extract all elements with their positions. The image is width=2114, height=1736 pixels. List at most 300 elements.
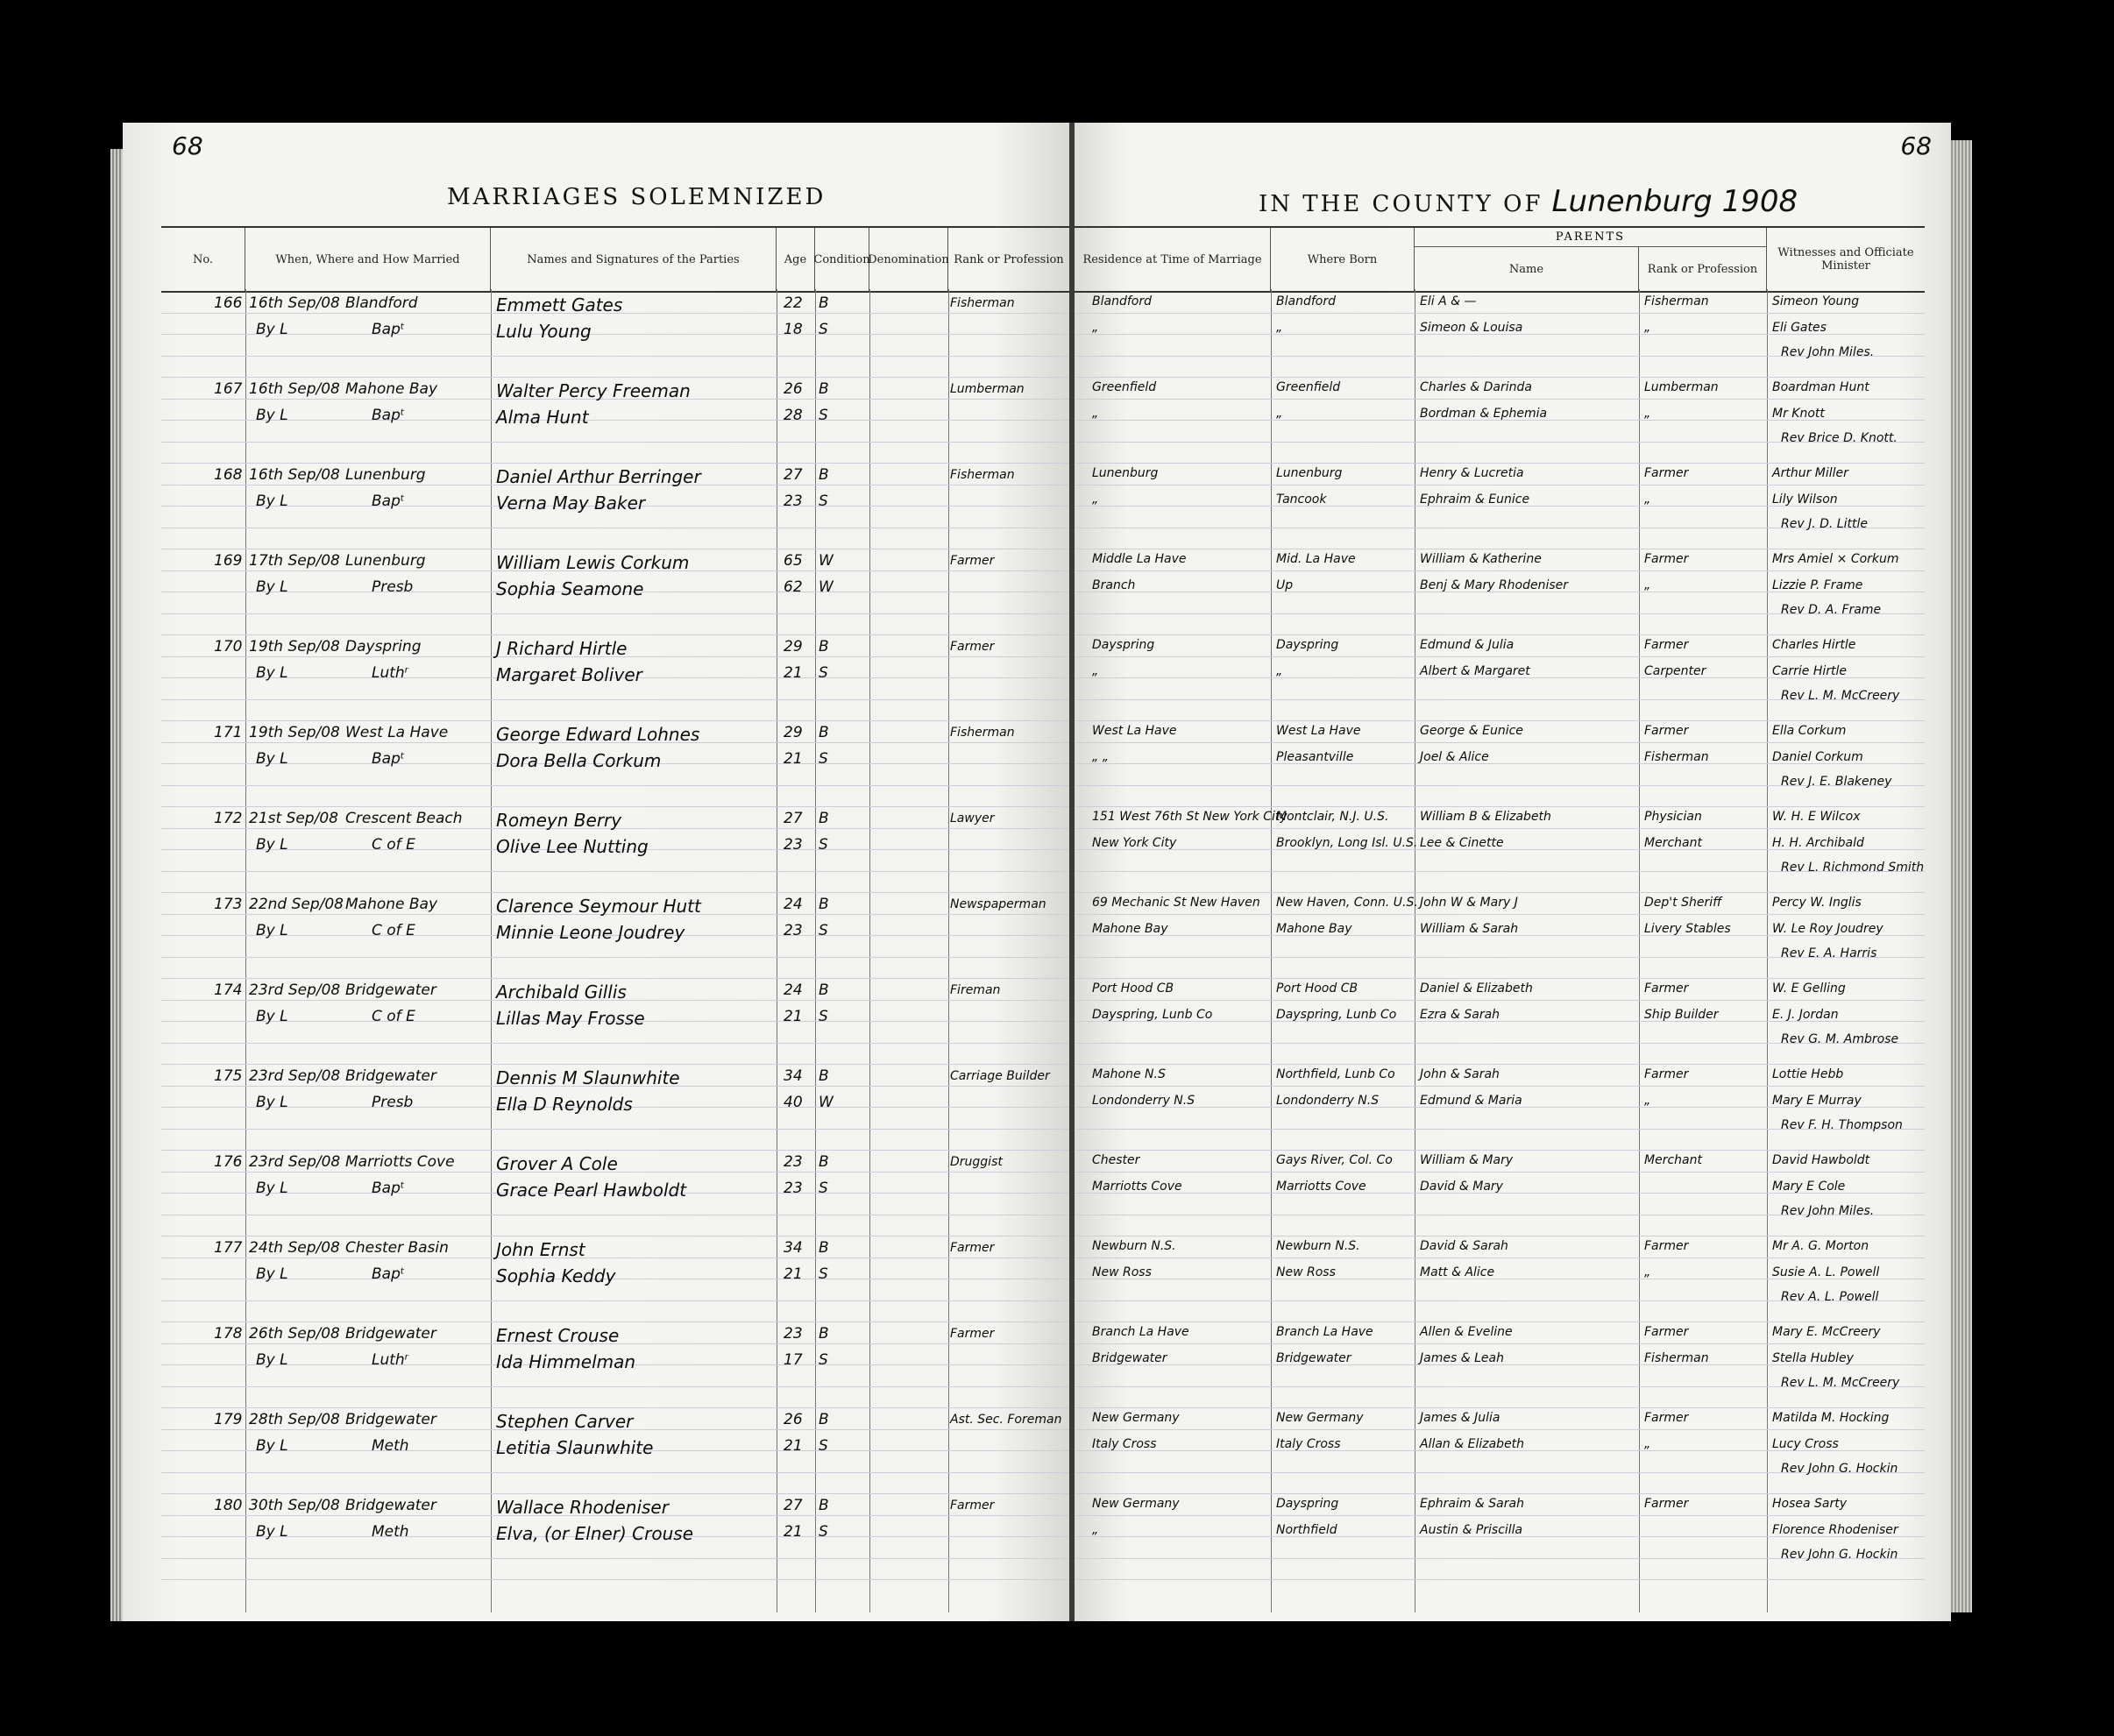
- groom-rank: Druggist: [950, 1155, 1003, 1169]
- bride-residence: Londonderry N.S: [1092, 1094, 1195, 1108]
- groom-condition: B: [819, 638, 829, 655]
- register-entry-right: [1075, 291, 1951, 377]
- page-edges-right: [1951, 140, 1972, 1612]
- marriage-place: Chester Basin: [345, 1239, 449, 1257]
- bride-parents-rank: „: [1644, 1265, 1651, 1279]
- bride-age: 21: [784, 1008, 803, 1025]
- bride-parents-rank: „: [1644, 1437, 1651, 1451]
- groom-parents: John & Sarah: [1420, 1067, 1500, 1081]
- marriage-method: By L: [256, 664, 288, 682]
- entry-number: 166: [214, 294, 243, 312]
- marriage-date: 30th Sep/08: [249, 1497, 340, 1514]
- bride-condition: S: [819, 1523, 828, 1541]
- groom-birthplace: Mid. La Have: [1276, 552, 1356, 566]
- witness-2: Carrie Hirtle: [1772, 664, 1847, 678]
- denomination-abbrev: Presb: [372, 1094, 414, 1111]
- groom-age: 34: [784, 1239, 803, 1257]
- groom-residence: Middle La Have: [1092, 552, 1187, 566]
- entry-number: 170: [214, 638, 243, 655]
- groom-age: 23: [784, 1325, 803, 1343]
- register-entry-left: [123, 720, 1069, 806]
- register-entry-right: [1075, 1321, 1951, 1407]
- bride-condition: S: [819, 1180, 828, 1197]
- bride-residence: Marriotts Cove: [1092, 1180, 1182, 1194]
- bride-residence: New York City: [1092, 836, 1177, 850]
- right-page-title: [1259, 184, 1798, 219]
- denomination-abbrev: C of E: [372, 836, 415, 854]
- register-entry-right: [1075, 549, 1951, 634]
- marriage-method: By L: [256, 1351, 288, 1369]
- groom-rank: Carriage Builder: [950, 1069, 1050, 1083]
- bride-condition: S: [819, 1265, 828, 1283]
- groom-rank: Fisherman: [950, 296, 1015, 310]
- header-when-where-how: When, Where and How Married: [245, 228, 491, 291]
- groom-name: Stephen Carver: [496, 1411, 634, 1432]
- bride-parents-rank: Fisherman: [1644, 750, 1709, 764]
- officiating-minister: Rev John G. Hockin: [1781, 1548, 1898, 1562]
- bride-birthplace: Tancook: [1276, 492, 1327, 507]
- register-entry-left: [123, 1236, 1069, 1321]
- groom-parents: Edmund & Julia: [1420, 638, 1515, 652]
- header-parents-rank: Rank or Profession: [1639, 247, 1767, 291]
- bride-age: 21: [784, 664, 803, 682]
- groom-birthplace: Lunenburg: [1276, 466, 1343, 480]
- witness-1: W. E Gelling: [1772, 981, 1846, 996]
- bride-age: 17: [784, 1351, 803, 1369]
- bride-age: 21: [784, 750, 803, 768]
- denomination-abbrev: Meth: [372, 1437, 409, 1455]
- header-denomination: Denomination: [869, 228, 948, 291]
- bride-parents: Lee & Cinette: [1420, 836, 1504, 850]
- bride-age: 23: [784, 1180, 803, 1197]
- entry-number: 169: [214, 552, 243, 570]
- marriage-place: West La Have: [345, 724, 449, 741]
- bride-name: Alma Hunt: [496, 407, 589, 428]
- groom-rank: Farmer: [950, 1241, 995, 1255]
- marriage-place: Lunenburg: [345, 466, 426, 484]
- groom-condition: B: [819, 1325, 829, 1343]
- groom-parents: John W & Mary J: [1420, 896, 1518, 910]
- groom-residence: Greenfield: [1092, 380, 1157, 394]
- bride-condition: S: [819, 1008, 828, 1025]
- marriage-method: By L: [256, 492, 288, 510]
- denomination-abbrev: Luthʳ: [372, 1351, 409, 1369]
- bride-age: 21: [784, 1523, 803, 1541]
- groom-parents: Charles & Darinda: [1420, 380, 1532, 394]
- groom-condition: B: [819, 1067, 829, 1085]
- groom-name: John Ernst: [496, 1239, 585, 1260]
- groom-condition: B: [819, 380, 829, 398]
- groom-parents-rank: Farmer: [1644, 1239, 1689, 1253]
- witness-2: Susie A. L. Powell: [1772, 1265, 1880, 1279]
- left-page: [123, 123, 1069, 1621]
- register-entry-left: [123, 549, 1069, 634]
- groom-parents-rank: Farmer: [1644, 638, 1689, 652]
- bride-age: 21: [784, 1437, 803, 1455]
- bride-name: Sophia Seamone: [496, 578, 644, 599]
- officiating-minister: Rev A. L. Powell: [1781, 1290, 1879, 1304]
- groom-residence: Dayspring: [1092, 638, 1155, 652]
- bride-name: Olive Lee Nutting: [496, 836, 649, 857]
- officiating-minister: Rev J. E. Blakeney: [1781, 775, 1892, 789]
- witness-1: Ella Corkum: [1772, 724, 1847, 738]
- groom-parents: David & Sarah: [1420, 1239, 1508, 1253]
- marriage-method: By L: [256, 1094, 288, 1111]
- groom-age: 65: [784, 552, 803, 570]
- bride-parents: James & Leah: [1420, 1351, 1504, 1365]
- bride-parents: Allan & Elizabeth: [1420, 1437, 1525, 1451]
- bride-residence: „: [1092, 664, 1099, 678]
- groom-parents: Ephraim & Sarah: [1420, 1497, 1524, 1511]
- officiating-minister: Rev E. A. Harris: [1781, 946, 1877, 960]
- witness-2: Lucy Cross: [1772, 1437, 1839, 1451]
- witness-2: Mary E Murray: [1772, 1094, 1862, 1108]
- entry-number: 175: [214, 1067, 243, 1085]
- bride-name: Letitia Slaunwhite: [496, 1437, 654, 1458]
- header-residence: Residence at Time of Marriage: [1075, 228, 1271, 291]
- groom-birthplace: Northfield, Lunb Co: [1276, 1067, 1395, 1081]
- register-book: [123, 123, 1972, 1621]
- marriage-date: 16th Sep/08: [249, 466, 340, 484]
- header-no: No.: [161, 228, 245, 291]
- bride-birthplace: New Ross: [1276, 1265, 1336, 1279]
- bride-birthplace: „: [1276, 321, 1283, 335]
- header-parents: PARENTS: [1415, 228, 1767, 247]
- marriage-date: 17th Sep/08: [249, 552, 340, 570]
- witness-2: Daniel Corkum: [1772, 750, 1863, 764]
- groom-age: 29: [784, 724, 803, 741]
- bride-name: Ella D Reynolds: [496, 1094, 633, 1115]
- witness-1: Mrs Amiel × Corkum: [1772, 552, 1899, 566]
- groom-parents-rank: Farmer: [1644, 466, 1689, 480]
- entry-number: 178: [214, 1325, 243, 1343]
- bride-parents-rank: Livery Stables: [1644, 922, 1731, 936]
- bride-age: 62: [784, 578, 803, 596]
- marriage-method: By L: [256, 836, 288, 854]
- marriage-method: By L: [256, 1265, 288, 1283]
- groom-rank: Fireman: [950, 983, 1001, 997]
- bride-condition: S: [819, 321, 828, 338]
- witness-1: Arthur Miller: [1772, 466, 1848, 480]
- denomination-abbrev: Meth: [372, 1523, 409, 1541]
- bride-parents: Bordman & Ephemia: [1420, 407, 1548, 421]
- register-entry-left: [123, 892, 1069, 978]
- marriage-date: 21st Sep/08: [249, 810, 338, 827]
- bride-parents-rank: „: [1644, 492, 1651, 507]
- marriage-method: By L: [256, 407, 288, 424]
- entry-number: 168: [214, 466, 243, 484]
- header-witnesses: Witnesses and Officiate Minister: [1777, 246, 1914, 273]
- marriage-method: By L: [256, 1437, 288, 1455]
- register-entry-left: [123, 291, 1069, 377]
- witness-2: W. Le Roy Joudrey: [1772, 922, 1883, 936]
- groom-age: 27: [784, 466, 803, 484]
- bride-birthplace: Marriotts Cove: [1276, 1180, 1366, 1194]
- officiating-minister: Rev G. M. Ambrose: [1781, 1032, 1899, 1046]
- groom-parents-rank: Dep't Sheriff: [1644, 896, 1722, 910]
- groom-rank: Farmer: [950, 1499, 995, 1513]
- register-entry-right: [1075, 892, 1951, 978]
- groom-birthplace: Blandford: [1276, 294, 1336, 308]
- county-handwritten: Lunenburg 1908: [1551, 184, 1798, 219]
- bride-age: 28: [784, 407, 803, 424]
- bride-condition: S: [819, 407, 828, 424]
- bride-parents-rank: „: [1644, 578, 1651, 592]
- marriage-method: By L: [256, 1523, 288, 1541]
- groom-residence: Branch La Have: [1092, 1325, 1189, 1339]
- witness-1: Matilda M. Hocking: [1772, 1411, 1890, 1425]
- entry-number: 174: [214, 981, 243, 999]
- bride-parents: Ephraim & Eunice: [1420, 492, 1530, 507]
- groom-condition: B: [819, 294, 829, 312]
- groom-residence: Chester: [1092, 1153, 1140, 1167]
- groom-age: 23: [784, 1153, 803, 1171]
- entry-number: 176: [214, 1153, 243, 1171]
- bride-residence: Mahone Bay: [1092, 922, 1168, 936]
- groom-name: Romeyn Berry: [496, 810, 622, 831]
- bride-birthplace: „: [1276, 664, 1283, 678]
- witness-1: W. H. E Wilcox: [1772, 810, 1861, 824]
- marriage-method: By L: [256, 922, 288, 939]
- bride-birthplace: Londonderry N.S: [1276, 1094, 1380, 1108]
- register-entry-right: [1075, 1236, 1951, 1321]
- register-entry-right: [1075, 1064, 1951, 1150]
- groom-condition: B: [819, 1497, 829, 1514]
- groom-residence: New Germany: [1092, 1497, 1180, 1511]
- ruled-line: [1075, 1579, 1925, 1580]
- register-entry-right: [1075, 377, 1951, 463]
- header-age: Age: [777, 228, 815, 291]
- officiating-minister: Rev F. H. Thompson: [1781, 1118, 1903, 1132]
- groom-name: George Edward Lohnes: [496, 724, 700, 745]
- register-entry-right: [1075, 978, 1951, 1064]
- groom-name: Archibald Gillis: [496, 981, 627, 1003]
- officiating-minister: Rev D. A. Frame: [1781, 603, 1882, 617]
- bride-parents-rank: „: [1644, 321, 1651, 335]
- groom-parents: Daniel & Elizabeth: [1420, 981, 1533, 996]
- groom-condition: B: [819, 466, 829, 484]
- denomination-abbrev: C of E: [372, 922, 415, 939]
- groom-rank: Fisherman: [950, 726, 1015, 740]
- header-where-born: Where Born: [1271, 228, 1415, 291]
- bride-condition: S: [819, 664, 828, 682]
- bride-name: Verna May Baker: [496, 492, 646, 514]
- groom-parents-rank: Merchant: [1644, 1153, 1702, 1167]
- marriage-date: 23rd Sep/08: [249, 1153, 341, 1171]
- marriage-place: Dayspring: [345, 638, 422, 655]
- bride-condition: S: [819, 1437, 828, 1455]
- bride-parents: Joel & Alice: [1420, 750, 1489, 764]
- groom-condition: B: [819, 1239, 829, 1257]
- entry-number: 167: [214, 380, 243, 398]
- bride-residence: New Ross: [1092, 1265, 1152, 1279]
- bride-age: 21: [784, 1265, 803, 1283]
- groom-age: 27: [784, 1497, 803, 1514]
- marriage-method: By L: [256, 1180, 288, 1197]
- denomination-abbrev: Bapᵗ: [372, 1180, 405, 1197]
- denomination-abbrev: Presb: [372, 578, 414, 596]
- officiating-minister: Rev L. M. McCreery: [1781, 689, 1900, 703]
- groom-birthplace: Greenfield: [1276, 380, 1341, 394]
- groom-residence: West La Have: [1092, 724, 1177, 738]
- groom-parents-rank: Farmer: [1644, 1497, 1689, 1511]
- groom-parents: Henry & Lucretia: [1420, 466, 1524, 480]
- left-page-number: 68: [172, 131, 203, 160]
- officiating-minister: Rev John Miles.: [1781, 345, 1875, 359]
- groom-age: 26: [784, 1411, 803, 1428]
- denomination-abbrev: C of E: [372, 1008, 415, 1025]
- register-entry-left: [123, 1321, 1069, 1407]
- groom-age: 24: [784, 896, 803, 913]
- bride-condition: S: [819, 750, 828, 768]
- groom-residence: Newburn N.S.: [1092, 1239, 1176, 1253]
- groom-name: J Richard Hirtle: [496, 638, 628, 659]
- right-page: [1075, 123, 1951, 1621]
- header-parents-name: Name: [1415, 247, 1639, 291]
- bride-parents: Benj & Mary Rhodeniser: [1420, 578, 1569, 592]
- groom-condition: B: [819, 724, 829, 741]
- groom-name: Grover A Cole: [496, 1153, 618, 1174]
- witness-2: E. J. Jordan: [1772, 1008, 1839, 1022]
- witness-2: Eli Gates: [1772, 321, 1827, 335]
- bride-residence: Bridgewater: [1092, 1351, 1167, 1365]
- bride-name: Margaret Boliver: [496, 664, 642, 685]
- bride-age: 40: [784, 1094, 803, 1111]
- bride-parents: Simeon & Louisa: [1420, 321, 1523, 335]
- witness-1: Hosea Sarty: [1772, 1497, 1848, 1511]
- officiating-minister: Rev L. Richmond Smith: [1781, 861, 1925, 875]
- bride-name: Lulu Young: [496, 321, 592, 342]
- witness-1: David Hawboldt: [1772, 1153, 1870, 1167]
- groom-rank: Farmer: [950, 640, 995, 654]
- register-entry-right: [1075, 1493, 1951, 1579]
- bride-parents: Albert & Margaret: [1420, 664, 1530, 678]
- groom-residence: 151 West 76th St New York City: [1092, 810, 1288, 824]
- groom-parents-rank: Farmer: [1644, 1411, 1689, 1425]
- groom-parents-rank: Farmer: [1644, 552, 1689, 566]
- bride-parents-rank: „: [1644, 407, 1651, 421]
- groom-rank: Fisherman: [950, 468, 1015, 482]
- register-entry-left: [123, 463, 1069, 549]
- bride-condition: W: [819, 578, 834, 596]
- marriage-date: 16th Sep/08: [249, 294, 340, 312]
- groom-name: Daniel Arthur Berringer: [496, 466, 701, 487]
- groom-residence: Port Hood CB: [1092, 981, 1174, 996]
- register-entry-left: [123, 1493, 1069, 1579]
- register-entry-left: [123, 377, 1069, 463]
- groom-condition: B: [819, 1153, 829, 1171]
- groom-parents-rank: Farmer: [1644, 1325, 1689, 1339]
- groom-residence: New Germany: [1092, 1411, 1180, 1425]
- bride-name: Grace Pearl Hawboldt: [496, 1180, 687, 1201]
- groom-parents-rank: Lumberman: [1644, 380, 1719, 394]
- bride-parents-rank: Merchant: [1644, 836, 1702, 850]
- bride-name: Minnie Leone Joudrey: [496, 922, 685, 943]
- groom-rank: Farmer: [950, 554, 995, 568]
- bride-residence: „: [1092, 1523, 1099, 1537]
- page-edges-left: [110, 149, 123, 1621]
- entry-number: 179: [214, 1411, 243, 1428]
- denomination-abbrev: Bapᵗ: [372, 321, 405, 338]
- groom-birthplace: West La Have: [1276, 724, 1361, 738]
- header-names: Names and Signatures of the Parties: [491, 228, 777, 291]
- witness-2: Lizzie P. Frame: [1772, 578, 1863, 592]
- witness-2: Lily Wilson: [1772, 492, 1838, 507]
- left-page-title: MARRIAGES SOLEMNIZED: [447, 184, 826, 210]
- groom-rank: Lumberman: [950, 382, 1025, 396]
- register-entry-right: [1075, 720, 1951, 806]
- witness-1: Boardman Hunt: [1772, 380, 1869, 394]
- entry-number: 180: [214, 1497, 243, 1514]
- bride-birthplace: Mahone Bay: [1276, 922, 1352, 936]
- witness-2: Florence Rhodeniser: [1772, 1523, 1898, 1537]
- register-entry-left: [123, 806, 1069, 892]
- marriage-place: Bridgewater: [345, 1411, 436, 1428]
- denomination-abbrev: Bapᵗ: [372, 750, 405, 768]
- register-entry-right: [1075, 634, 1951, 720]
- bride-name: Dora Bella Corkum: [496, 750, 662, 771]
- marriage-place: Crescent Beach: [345, 810, 463, 827]
- marriage-method: By L: [256, 750, 288, 768]
- marriage-date: 23rd Sep/08: [249, 1067, 341, 1085]
- witness-1: Percy W. Inglis: [1772, 896, 1862, 910]
- marriage-date: 26th Sep/08: [249, 1325, 340, 1343]
- bride-birthplace: Bridgewater: [1276, 1351, 1351, 1365]
- marriage-date: 19th Sep/08: [249, 638, 340, 655]
- bride-condition: W: [819, 1094, 834, 1111]
- groom-name: Clarence Seymour Hutt: [496, 896, 701, 917]
- groom-residence: Mahone N.S: [1092, 1067, 1166, 1081]
- denomination-abbrev: Bapᵗ: [372, 407, 405, 424]
- bride-parents-rank: „: [1644, 1094, 1651, 1108]
- groom-name: William Lewis Corkum: [496, 552, 690, 573]
- witness-1: Charles Hirtle: [1772, 638, 1856, 652]
- entry-number: 177: [214, 1239, 243, 1257]
- groom-birthplace: Montclair, N.J. U.S.: [1276, 810, 1389, 824]
- officiating-minister: Rev John Miles.: [1781, 1204, 1875, 1218]
- bride-birthplace: Brooklyn, Long Isl. U.S.: [1276, 836, 1418, 850]
- county-label: IN THE COUNTY OF: [1259, 191, 1543, 217]
- bride-parents: Ezra & Sarah: [1420, 1008, 1500, 1022]
- bride-parents: Matt & Alice: [1420, 1265, 1495, 1279]
- entry-number: 171: [214, 724, 243, 741]
- right-page-number: 68: [1900, 131, 1932, 160]
- groom-birthplace: Gays River, Col. Co: [1276, 1153, 1393, 1167]
- marriage-place: Bridgewater: [345, 1325, 436, 1343]
- bride-parents-rank: Ship Builder: [1644, 1008, 1719, 1022]
- groom-parents: James & Julia: [1420, 1411, 1500, 1425]
- witness-1: Simeon Young: [1772, 294, 1860, 308]
- groom-parents: William & Katherine: [1420, 552, 1542, 566]
- groom-residence: Lunenburg: [1092, 466, 1159, 480]
- groom-condition: B: [819, 1411, 829, 1428]
- groom-name: Emmett Gates: [496, 294, 623, 315]
- groom-parents-rank: Farmer: [1644, 981, 1689, 996]
- marriage-date: 28th Sep/08: [249, 1411, 340, 1428]
- bride-birthplace: Pleasantville: [1276, 750, 1354, 764]
- groom-name: Ernest Crouse: [496, 1325, 620, 1346]
- groom-age: 26: [784, 380, 803, 398]
- officiating-minister: Rev L. M. McCreery: [1781, 1376, 1900, 1390]
- bride-age: 23: [784, 836, 803, 854]
- groom-name: Wallace Rhodeniser: [496, 1497, 669, 1518]
- denomination-abbrev: Luthʳ: [372, 664, 409, 682]
- marriage-place: Bridgewater: [345, 981, 436, 999]
- marriage-date: 16th Sep/08: [249, 380, 340, 398]
- groom-birthplace: Dayspring: [1276, 1497, 1339, 1511]
- groom-age: 34: [784, 1067, 803, 1085]
- groom-parents: William B & Elizabeth: [1420, 810, 1551, 824]
